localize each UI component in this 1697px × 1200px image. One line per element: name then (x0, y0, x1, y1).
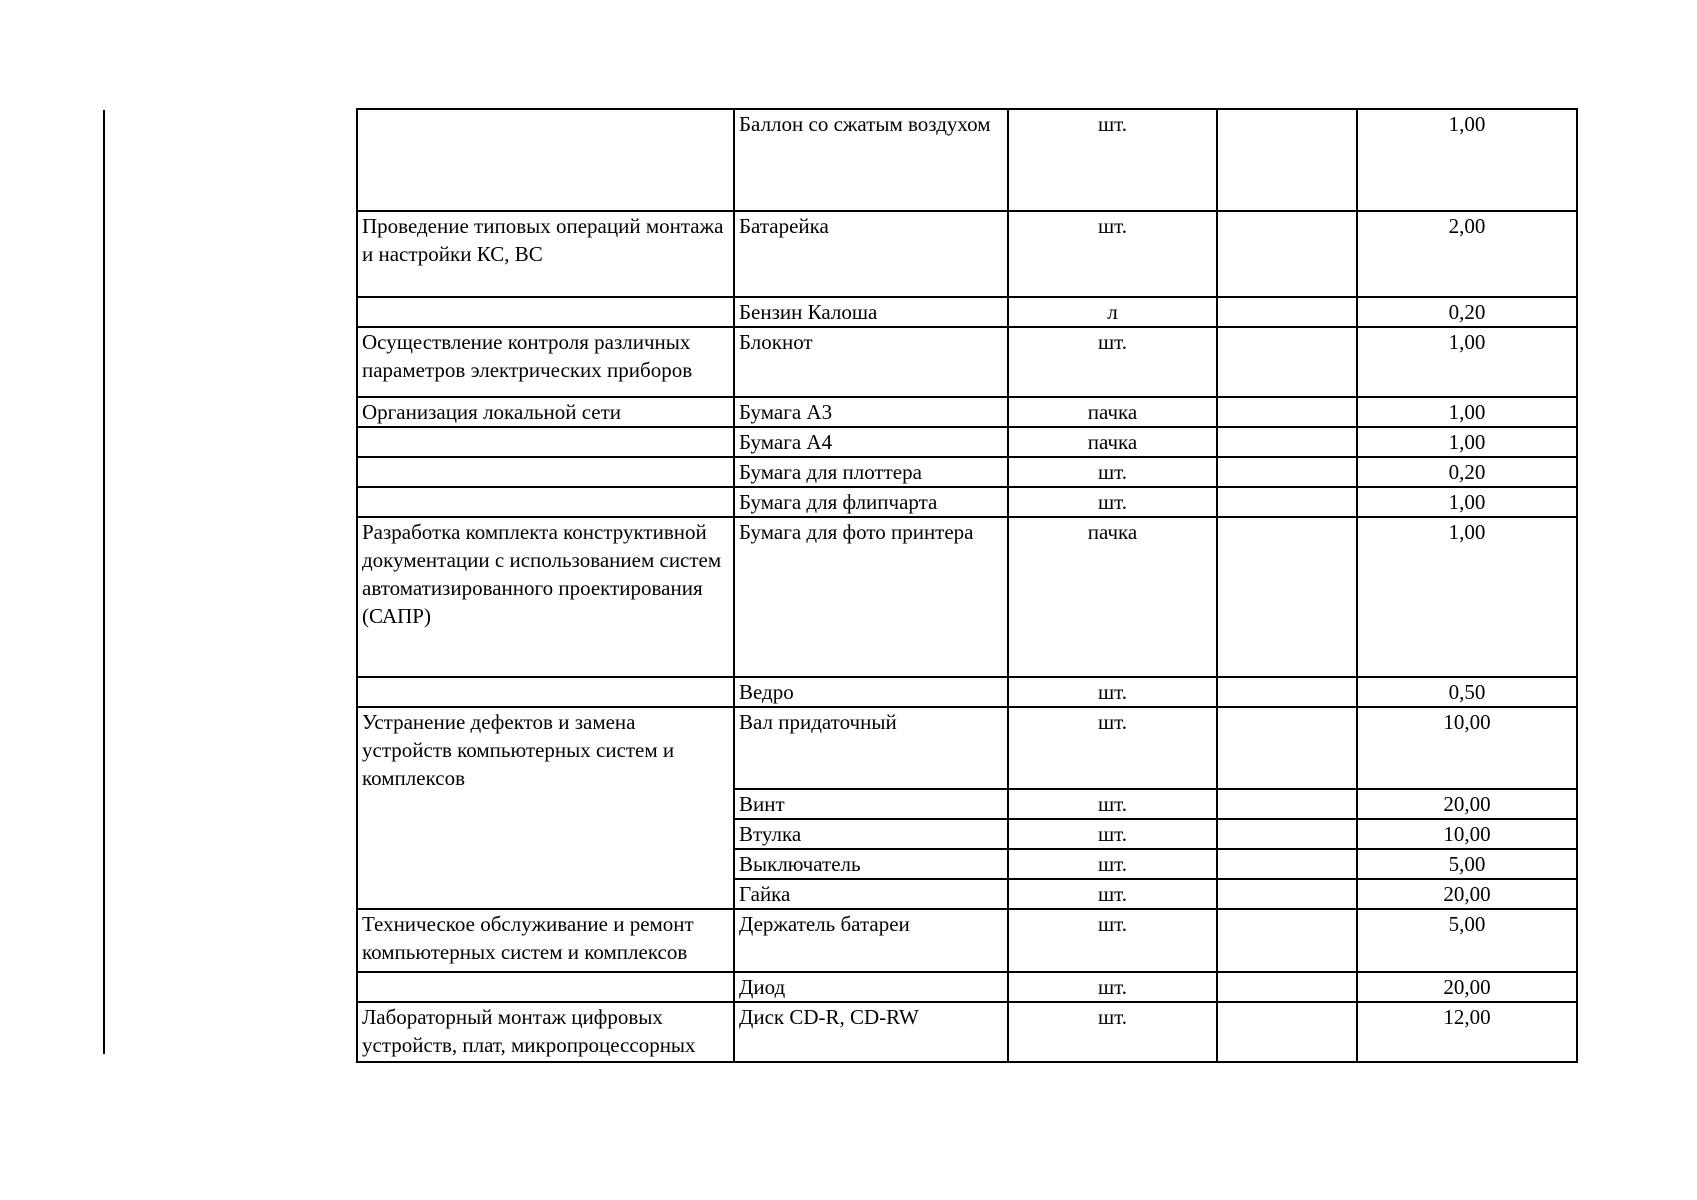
material-cell: Бумага для флипчарта (734, 487, 1008, 517)
table-row (357, 397, 1577, 427)
empty-cell (1217, 677, 1357, 707)
quantity-cell: 10,00 (1357, 819, 1577, 849)
empty-cell (1217, 109, 1357, 211)
material-cell: Диод (734, 972, 1008, 1002)
operation-cell (357, 457, 734, 487)
material-cell: Держатель батареи (734, 909, 1008, 972)
quantity-cell: 0,20 (1357, 457, 1577, 487)
operation-cell (357, 677, 734, 707)
material-cell: Бензин Калоша (734, 297, 1008, 327)
operation-cell (357, 297, 734, 327)
material-cell: Винт (734, 789, 1008, 819)
table-row (357, 677, 1577, 707)
material-cell: Втулка (734, 819, 1008, 849)
unit-cell: шт. (1008, 707, 1217, 789)
unit-cell: шт. (1008, 487, 1217, 517)
unit-cell: шт. (1008, 109, 1217, 211)
material-cell: Гайка (734, 879, 1008, 909)
table-row (357, 457, 1577, 487)
page-margin-rule (103, 110, 105, 1054)
quantity-cell: 1,00 (1357, 427, 1577, 457)
material-cell: Ведро (734, 677, 1008, 707)
empty-cell (1217, 707, 1357, 789)
operation-cell: Техническое обслуживание и ремонт компьютерных систем и комплексов (357, 909, 734, 972)
unit-cell: шт. (1008, 849, 1217, 879)
unit-cell: шт. (1008, 972, 1217, 1002)
quantity-cell: 1,00 (1357, 487, 1577, 517)
table-row (357, 297, 1577, 327)
material-cell: Диск CD-R, CD-RW (734, 1002, 1008, 1062)
unit-cell: шт. (1008, 909, 1217, 972)
operation-cell: Организация локальной сети (357, 397, 734, 427)
quantity-cell: 1,00 (1357, 397, 1577, 427)
material-cell: Бумага для плоттера (734, 457, 1008, 487)
materials-table (356, 108, 1578, 1063)
quantity-cell: 5,00 (1357, 849, 1577, 879)
empty-cell (1217, 1002, 1357, 1062)
unit-cell: шт. (1008, 1002, 1217, 1062)
empty-cell (1217, 427, 1357, 457)
empty-cell (1217, 849, 1357, 879)
material-cell: Баллон со сжатым воздухом (734, 109, 1008, 211)
empty-cell (1217, 819, 1357, 849)
quantity-cell: 10,00 (1357, 707, 1577, 789)
table-row (357, 1002, 1577, 1062)
material-cell: Блокнот (734, 327, 1008, 397)
empty-cell (1217, 457, 1357, 487)
operation-cell (357, 109, 734, 211)
unit-cell: шт. (1008, 457, 1217, 487)
table-row (357, 487, 1577, 517)
quantity-cell: 20,00 (1357, 879, 1577, 909)
empty-cell (1217, 909, 1357, 972)
table-row (357, 427, 1577, 457)
operation-cell (357, 487, 734, 517)
quantity-cell: 1,00 (1357, 109, 1577, 211)
unit-cell: шт. (1008, 789, 1217, 819)
unit-cell: пачка (1008, 397, 1217, 427)
material-cell: Батарейка (734, 211, 1008, 297)
operation-cell: Лабораторный монтаж цифровых устройств, плат, микропроцессорных (357, 1002, 734, 1062)
quantity-cell: 20,00 (1357, 789, 1577, 819)
operation-cell: Разработка комплекта конструктивной документации с использованием систем автоматизированного проектирования (САПР) (357, 517, 734, 677)
material-cell: Бумага для фото принтера (734, 517, 1008, 677)
empty-cell (1217, 327, 1357, 397)
table-row (357, 517, 1577, 677)
material-cell: Бумага А4 (734, 427, 1008, 457)
empty-cell (1217, 211, 1357, 297)
quantity-cell: 0,20 (1357, 297, 1577, 327)
quantity-cell: 5,00 (1357, 909, 1577, 972)
quantity-cell: 12,00 (1357, 1002, 1577, 1062)
table-row (357, 972, 1577, 1002)
material-cell: Выключатель (734, 849, 1008, 879)
operation-cell: Проведение типовых операций монтажа и настройки КС, ВС (357, 211, 734, 297)
quantity-cell: 0,50 (1357, 677, 1577, 707)
unit-cell: шт. (1008, 211, 1217, 297)
table-row (357, 909, 1577, 972)
unit-cell: шт. (1008, 677, 1217, 707)
unit-cell: шт. (1008, 819, 1217, 849)
unit-cell: шт. (1008, 879, 1217, 909)
quantity-cell: 2,00 (1357, 211, 1577, 297)
operation-cell (357, 972, 734, 1002)
table-row (357, 707, 1577, 789)
empty-cell (1217, 517, 1357, 677)
unit-cell: шт. (1008, 327, 1217, 397)
material-cell: Бумага А3 (734, 397, 1008, 427)
operation-cell (357, 427, 734, 457)
quantity-cell: 20,00 (1357, 972, 1577, 1002)
empty-cell (1217, 972, 1357, 1002)
material-cell: Вал придаточный (734, 707, 1008, 789)
empty-cell (1217, 789, 1357, 819)
empty-cell (1217, 397, 1357, 427)
empty-cell (1217, 297, 1357, 327)
table-row (357, 327, 1577, 397)
quantity-cell: 1,00 (1357, 517, 1577, 677)
empty-cell (1217, 487, 1357, 517)
empty-cell (1217, 879, 1357, 909)
unit-cell: пачка (1008, 427, 1217, 457)
unit-cell: пачка (1008, 517, 1217, 677)
operation-cell: Осуществление контроля различных параметров электрических приборов (357, 327, 734, 397)
table-row (357, 211, 1577, 297)
unit-cell: л (1008, 297, 1217, 327)
quantity-cell: 1,00 (1357, 327, 1577, 397)
table-row (357, 109, 1577, 211)
operation-cell: Устранение дефектов и замена устройств компьютерных систем и комплексов (357, 707, 734, 909)
